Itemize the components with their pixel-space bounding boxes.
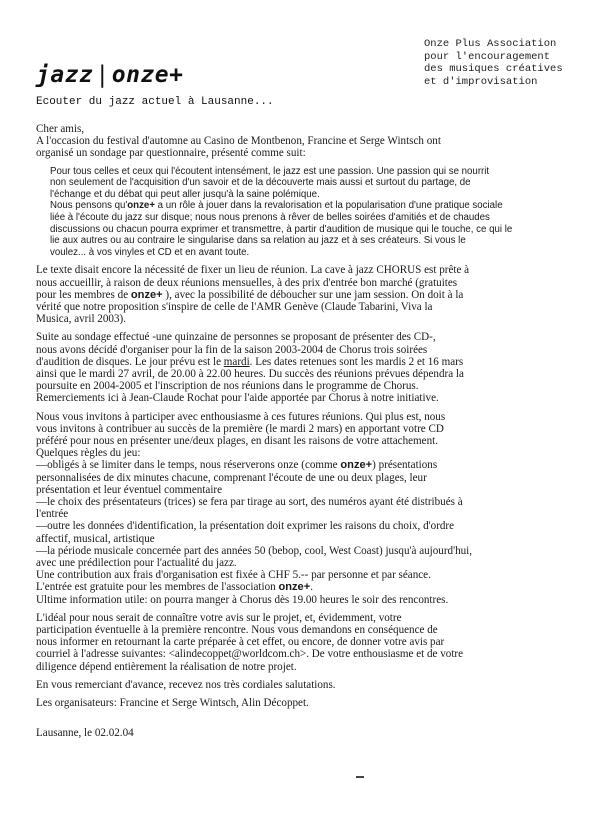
text-line: Nous vous invitons à participer avec enthousiasme à ces futures réunions. Qui plus est, nous [36, 410, 446, 423]
intro-line: organisé un sondage par questionnaire, présenté comme suit: [36, 147, 306, 160]
paragraph-rules [36, 411, 571, 606]
text-line: préféré pour nous en présenter une/deux plages, en disant les raisons de votre attachement. [36, 435, 439, 447]
rule-line [36, 459, 571, 471]
quote-text: Nous pensons qu' [50, 200, 128, 212]
association-line: Onze Plus Association [424, 38, 557, 50]
paragraph-feedback [36, 612, 571, 673]
text-line: Suite au sondage effectué -une quinzaine de personnes se proposant de présenter des CD-, [36, 331, 436, 344]
text-part: . Les dates retenues sont les mardis 2 et 16 mars [249, 355, 464, 368]
text-line: nous avons décidé d'organiser pour la fin de la saison 2003-2004 de Chorus trois soirées [36, 343, 428, 356]
quote-line: Pour tous celles et ceux qui l'écoutent intensément, le jazz est une passion. Une passion qui se nourrit [50, 165, 490, 177]
letter-body [36, 123, 571, 715]
logo-right: onze+ [111, 62, 184, 88]
text-part: d'audition de disques. Le jour prévu est le [36, 355, 224, 368]
rule-line: présentation et leur éventuel commentaire [36, 483, 223, 496]
quote-line: non seulement de l'acquisition d'un savoir et de la découverte mais aussi et surtout du partage, de [50, 177, 471, 189]
quote-line: l'échange et du débat qui peut aller jusqu'à la saine polémique. [50, 188, 320, 200]
quote-line: liée à l'écoute du jazz sur disque; nous nous prenons à rêver de belles soirées d'amitiés et de chaudes [50, 211, 490, 223]
logo-separator: | [95, 62, 110, 88]
text-line: Le texte disait encore la nécessité de fixer un lieu de réunion. La cave à jazz CHORUS est prête à [36, 264, 470, 277]
rule-line: l'entrée [36, 508, 69, 521]
text-part: pour les membres de [36, 288, 131, 301]
text-line: nous informer en retournant la carte préparée à cet effet, ou encore, de donner votre avis par [36, 636, 445, 649]
quote-line: discussions ou chacun pourra exprimer et transmettre, à partir d'audition de musique qui le touche, ce qui le [50, 223, 513, 235]
salutation-block [36, 123, 571, 160]
text-line [36, 356, 571, 368]
text-line: poursuite en 2004-2005 et l'inscription de nos réunions dans le programme de Chorus. [36, 380, 419, 393]
text-line [36, 581, 571, 593]
text-line: Ultime information utile: on pourra manger à Chorus dès 19.00 heures le soir des rencontres. [36, 593, 449, 606]
paragraph-venue [36, 264, 571, 325]
text-part: ), avec la possibilité de déboucher sur une jam session. On doit à la [162, 288, 464, 301]
rule-line: —outre les données d'identification, la présentation doit exprimer les raisons du choix, d'ordre [36, 520, 455, 533]
quote-line: voulez... à vos vinyles et CD et en avant toute. [50, 246, 250, 258]
text-line: vérité que notre proposition s'inspire de celle de l'AMR Genève (Claude Tabarini, Viva la [36, 300, 433, 313]
text-part: —obligés à se limiter dans le temps, nous réserverons onze (comme [36, 459, 341, 472]
text-line: participation éventuelle à la première rencontre. Nous vous demandons en conséquence de [36, 624, 438, 637]
association-line: des musiques créatives [424, 63, 563, 75]
signature: Les organisateurs: Francine et Serge Wintsch, Alin Décoppet. [36, 697, 309, 710]
tagline: Ecouter du jazz actuel à Lausanne... [36, 96, 274, 108]
paragraph-schedule [36, 331, 571, 404]
rule-line: personnalisées de dix minutes chacune, comprenant l'écoute de une ou deux plages, leur [36, 471, 427, 484]
rule-line: affectif, musical, artistique [36, 532, 155, 545]
text-part: L'entrée est gratuite pour les membres de l'association [36, 581, 279, 594]
quote-line [50, 200, 566, 212]
text-line: vous invitons à contribuer au succès de la première (le mardi 2 mars) en apportant votre CD [36, 422, 444, 435]
intro-line: A l'occasion du festival d'automne au Casino de Montbenon, Francine et Serge Wintsch ont [36, 135, 441, 148]
quote-line: lie aux autres ou au contraire le singularise dans sa relation au jazz et à ses créateurs. Si vous le [50, 235, 466, 247]
text-line [36, 289, 571, 301]
onze-plus-name: onze+ [127, 200, 155, 212]
text-part: ) présentations [372, 459, 438, 472]
text-line: Musica, avril 2003). [36, 313, 126, 326]
onze-plus-name: onze+ [340, 459, 373, 472]
association-line: et d'improvisation [424, 75, 538, 88]
text-line: courriel à l'adresse suivantes: <alindecoppet@worldcom.ch>. De votre enthousiasme et de votre [36, 648, 464, 661]
salutation: Cher amis, [36, 123, 85, 135]
text-line: ainsi que le mardi 27 avril, de 20.00 à 22.00 heures. Du succès des réunions prévues dépendra la [36, 367, 464, 380]
rule-line: —la période musicale concernée part des années 50 (bebop, cool, West Coast) jusqu'à aujourd'hui, [36, 544, 473, 557]
association-header [424, 38, 594, 88]
survey-quote [50, 166, 566, 259]
logo-left: jazz [36, 62, 94, 88]
closing-thanks: En vous remerciant d'avance, recevez nos très cordiales salutations. [36, 678, 336, 691]
text-line: diligence dépend entièrement la réalisation de notre projet. [36, 660, 297, 673]
text-part: . [310, 581, 313, 594]
quote-text: a un rôle à jouer dans la revalorisation et la popularisation d'une pratique sociale [154, 200, 503, 212]
rule-line: avec une prédilection pour l'actualité du jazz. [36, 557, 237, 570]
scan-mark [356, 776, 364, 778]
letter-date: Lausanne, le 02.02.04 [36, 727, 134, 739]
text-line: Quelques règles du jeu: [36, 447, 141, 460]
onze-plus-name: onze+ [130, 288, 163, 301]
rule-line: —le choix des présentateurs (trices) se fera par tirage au sort, des numéros ayant été distribués à [36, 496, 463, 509]
onze-plus-name: onze+ [278, 581, 311, 594]
text-line: Remerciements ici à Jean-Claude Rochat pour l'aide apportée par Chorus à notre initiative. [36, 392, 439, 405]
text-line: nous accueillir, à raison de deux réunions mensuelles, à des prix d'entrée bon marché (gratuites [36, 276, 458, 289]
association-line: pour l'encouragement [424, 50, 551, 63]
text-line: Une contribution aux frais d'organisation est fixée à CHF 5.-- par personne et par séance. [36, 569, 431, 582]
jazz-onze-logo [36, 62, 184, 88]
underlined-day: mardi [223, 355, 250, 368]
text-line: L'idéal pour nous serait de connaître votre avis sur le projet, et, évidemment, votre [36, 611, 402, 624]
